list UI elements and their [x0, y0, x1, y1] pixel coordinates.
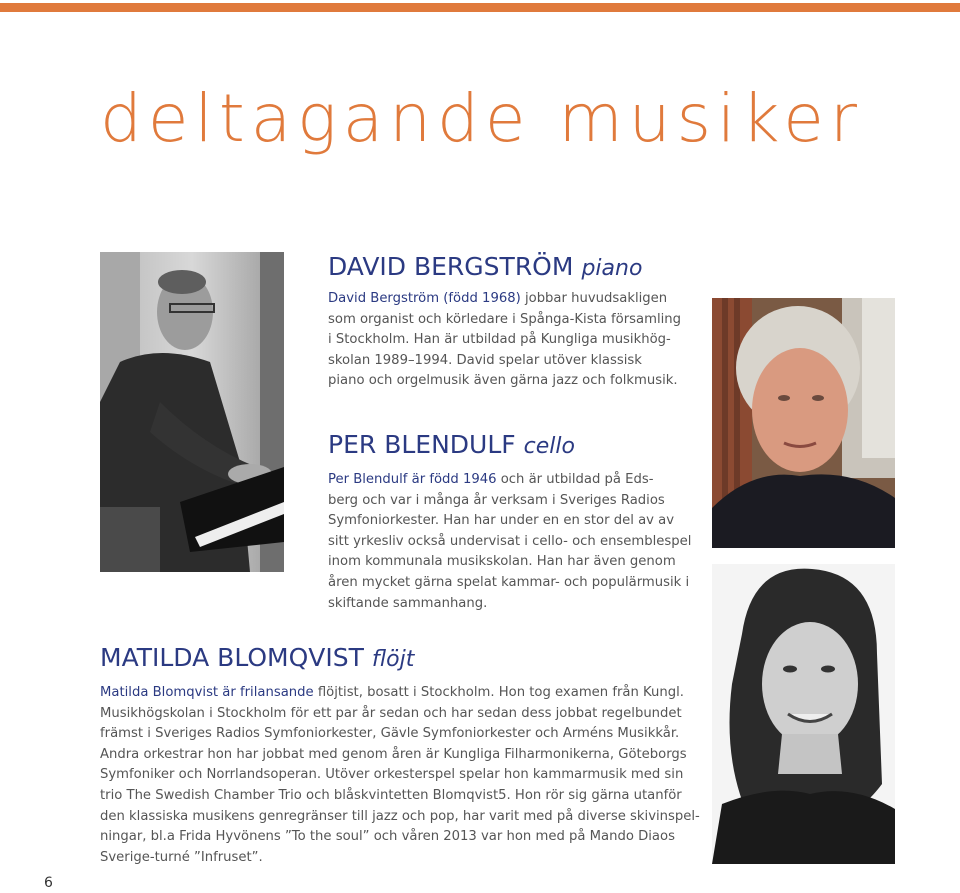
bio-line: Symfoniorkester. Han har under en en stor del av av: [328, 513, 675, 529]
bio-line: inom kommunala musikskolan. Han har även genom: [328, 554, 676, 570]
bio-line: som organist och körledare i Spånga-Kista församling: [328, 311, 681, 327]
photo-per-blendulf: [712, 298, 895, 548]
bio-line: sitt yrkesliv också undervisat i cello- och ensemblespel: [328, 533, 692, 549]
bio-line: åren mycket gärna spelat kammar- och populärmusik i: [328, 574, 690, 590]
bio-highlight: Per Blendulf är född 1946: [328, 472, 497, 487]
photo-matilda-blomqvist: [712, 564, 895, 864]
photo-david-bergstrom: [100, 252, 284, 572]
bio-matilda: [100, 683, 700, 868]
instrument-label: cello: [523, 434, 575, 459]
bio-line: Musikhögskolan i Stockholm för ett par år sedan och har sedan dess jobbat regelbundet: [100, 705, 682, 721]
top-accent-rule: [0, 3, 960, 12]
page-number: 6: [44, 875, 53, 891]
bio-line: berg och var i många år verksam i Sveriges Radios: [328, 492, 665, 508]
instrument-label: flöjt: [371, 647, 415, 672]
musician-name-text: PER BLENDULF: [328, 430, 516, 459]
bio-line: flöjtist, bosatt i Stockholm. Hon tog examen från Kungl.: [313, 685, 684, 700]
bio-highlight: Matilda Blomqvist är frilansande: [100, 685, 314, 700]
bio-david: [328, 289, 681, 392]
bio-line: och är utbildad på Eds-: [496, 472, 654, 487]
bio-line: i Stockholm. Han är utbildad på Kungliga musikhög-: [328, 332, 671, 348]
musician-name-david: [328, 254, 642, 280]
musician-name-matilda: [100, 645, 414, 671]
bio-line: piano och orgelmusik även gärna jazz och folkmusik.: [328, 373, 678, 389]
bio-per: [328, 470, 691, 614]
musician-name-per: [328, 432, 575, 458]
page-heading: deltagande musiker: [100, 80, 863, 157]
bio-line: jobbar huvudsakligen: [520, 291, 668, 306]
bio-line: skiftande sammanhang.: [328, 595, 488, 611]
bio-highlight: David Bergström (född 1968): [328, 291, 521, 306]
bio-line: Andra orkestrar hon har jobbat med genom åren är Kungliga Filharmonikerna, Göteborgs: [100, 746, 687, 762]
musician-name-text: MATILDA BLOMQVIST: [100, 643, 364, 672]
bio-line: ningar, bl.a Frida Hyvönens ”To the soul” och våren 2013 var hon med på Mando Diaos: [100, 829, 675, 845]
bio-line: Sverige-turné ”Infruset”.: [100, 849, 263, 865]
musician-name-text: DAVID BERGSTRÖM: [328, 252, 574, 281]
bio-line: trio The Swedish Chamber Trio och blåskvintetten Blomqvist5. Hon rör sig gärna utanför: [100, 787, 682, 803]
bio-line: främst i Sveriges Radios Symfoniorkester, Gävle Symfoniorkester och Arméns Musikkår.: [100, 726, 680, 742]
bio-line: den klassiska musikens genregränser till jazz och pop, har varit med på diverse skivinspel-: [100, 808, 700, 824]
instrument-label: piano: [581, 256, 643, 281]
bio-line: Symfoniker och Norrlandsoperan. Utöver orkesterspel spelar hon kammarmusik med sin: [100, 767, 684, 783]
bio-line: skolan 1989–1994. David spelar utöver klassisk: [328, 352, 642, 368]
